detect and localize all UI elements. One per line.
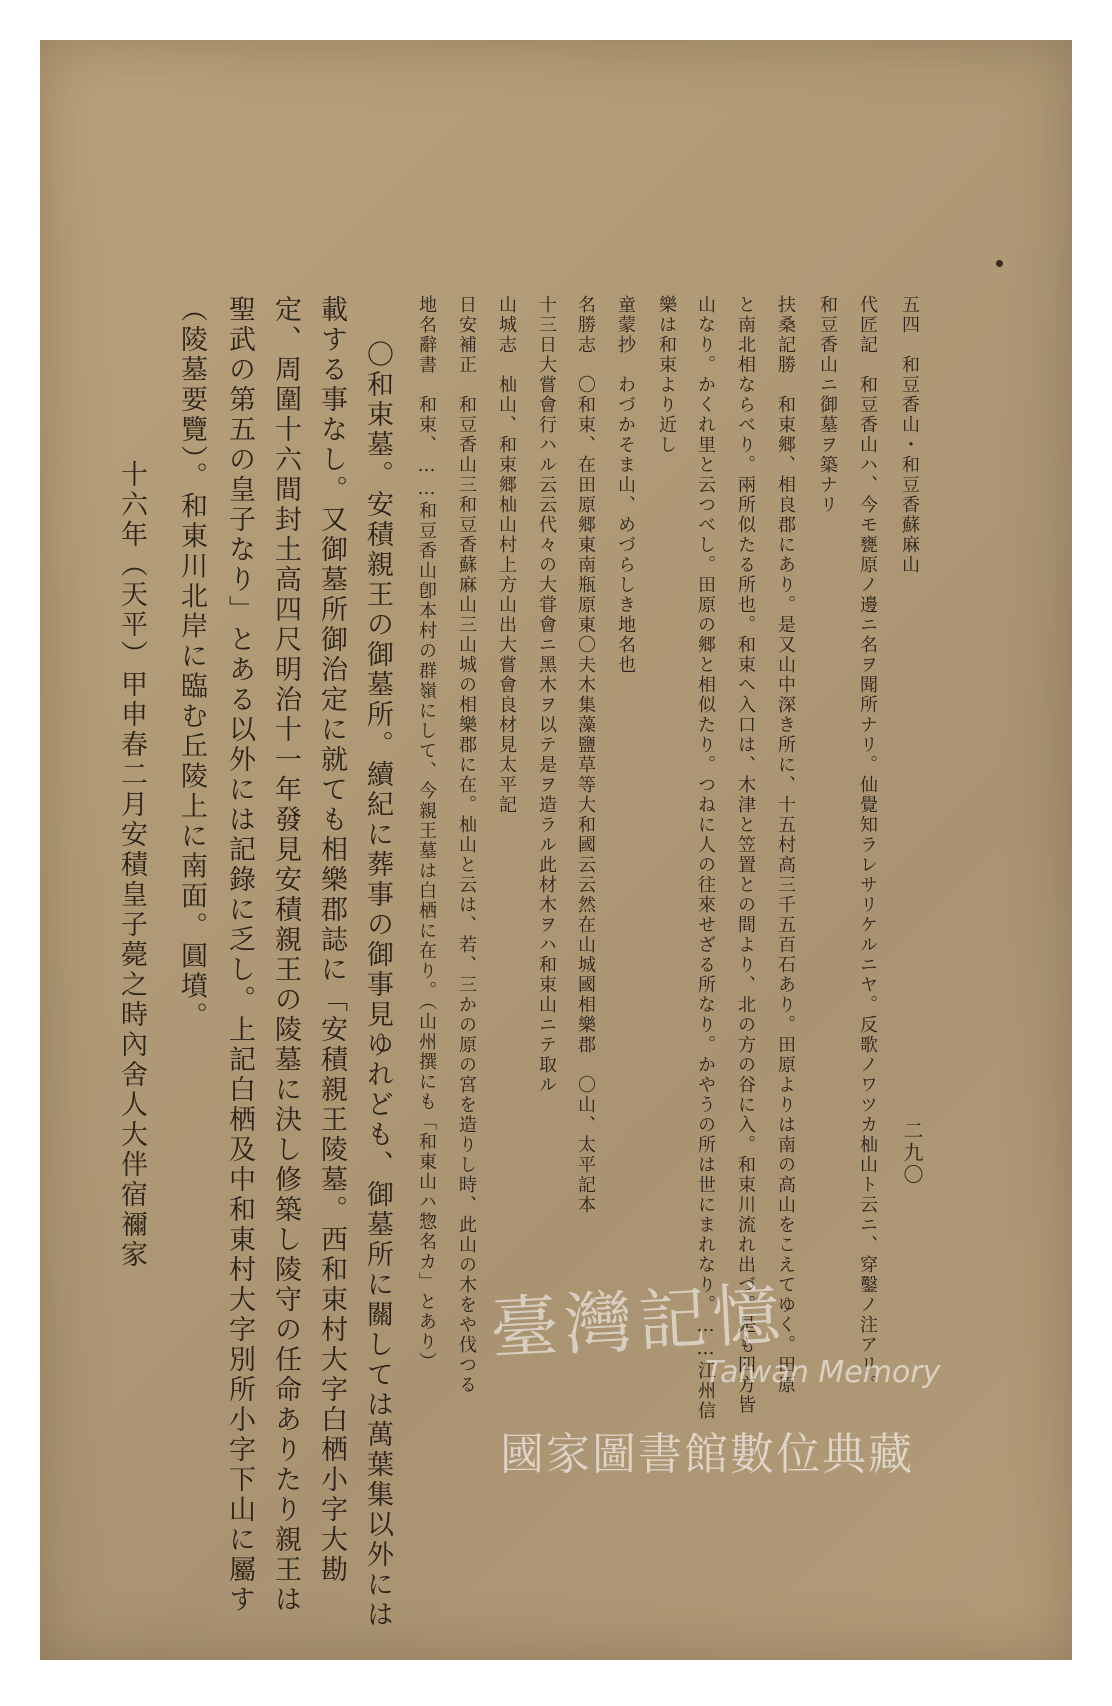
page-number: 二九〇 bbox=[900, 1120, 924, 1186]
watermark-library: 國家圖書館數位典藏 bbox=[500, 1429, 914, 1480]
text-column: 〇和束墓。安積親王の御墓所。續紀に葬事の御事見ゆれども、御墓所に關しては萬葉集以外には bbox=[362, 340, 393, 1630]
text-column: と南北相ならべり。兩所似たる所也。和束へ入口は、木津と笠置との間より、北の方の谷に入。和束川流れ出づ。是も四方皆 bbox=[735, 295, 756, 1415]
text-column: 日安補正 和豆香山三和豆香蘇麻山三山城の相樂郡に在。杣山と云は、若、三かの原の宮を造りし時、此山の木をや伐つる bbox=[456, 295, 477, 1395]
text-column: 山なり。かくれ里と云つべし。田原の郷と相似たり。つねに人の往來せざる所なり。かやうの所は世にまれなり。……江州信 bbox=[695, 295, 716, 1421]
watermark-logo: 臺灣記憶 bbox=[488, 1275, 789, 1370]
text-column: 童蒙抄 わづかそま山、めづらしき地名也 bbox=[615, 295, 636, 675]
text-column: 定、周圍十六間封土高四尺明治十一年發見安積親王の陵墓に決し修築し陵守の任命ありたり親王は bbox=[270, 295, 301, 1615]
text-column: 和豆香山ニ御墓ヲ築ナリ bbox=[817, 295, 838, 515]
text-column: 聖武の第五の皇子なり」とある以外には記錄に乏し。上記白栖及中和東村大字別所小字下山に屬す bbox=[224, 295, 255, 1615]
text-column: 十三日大嘗會行ハル云云代々の大甞會ニ黑木ヲ以テ是ヲ造ラル此材木ヲハ和束山ニテ取ル bbox=[536, 295, 557, 1095]
ink-speck bbox=[996, 260, 1003, 267]
book-page bbox=[40, 40, 1072, 1660]
text-column: 代匠記 和豆香山ハ、今モ甕原ノ邊ニ名ヲ聞所ナリ。仙覺知ラレサリケルニヤ。反歌ノワツカ杣山ト云ニ、穿鑿ノ注アリ。 bbox=[857, 295, 878, 1395]
text-column: 十六年（天平）甲申春二月安積皇子薨之時內舍人大伴宿禰家 bbox=[116, 460, 147, 1270]
section-title: 五四 和豆香山・和豆香蘇麻山 bbox=[899, 295, 920, 575]
text-column: 樂は和束より近し bbox=[656, 295, 677, 455]
text-column: 扶桑記勝 和束郷、相良郡にあり。是又山中深き所に、十五村高三千五百石あり。田原よりは南の高山をこえてゆく。田原 bbox=[775, 295, 796, 1395]
text-column: 名勝志 〇和束、在田原郷東南瓶原東〇夫木集藻鹽草等大和國云云然在山城國相樂郡 〇山、太平記本 bbox=[575, 295, 596, 1215]
text-column: 載する事なし。又御墓所御治定に就ても相樂郡誌に「安積親王陵墓。西和束村大字白栖小字大勘 bbox=[316, 295, 347, 1585]
text-column: 山城志 杣山、和束郷杣山村上方山出大嘗會良材見太平記 bbox=[496, 295, 517, 815]
text-column: 地名辭書 和束、……和豆香山卽本村の群嶺にして、今親王墓は白栖に在り。（山州撰にも「和東山ハ惣名カ」とあり） bbox=[416, 295, 437, 1372]
text-column: （陵墓要覽）。和東川北岸に臨む丘陵上に南面。圓墳。 bbox=[176, 295, 207, 1032]
watermark-english: Taiwan Memory bbox=[705, 1355, 941, 1390]
